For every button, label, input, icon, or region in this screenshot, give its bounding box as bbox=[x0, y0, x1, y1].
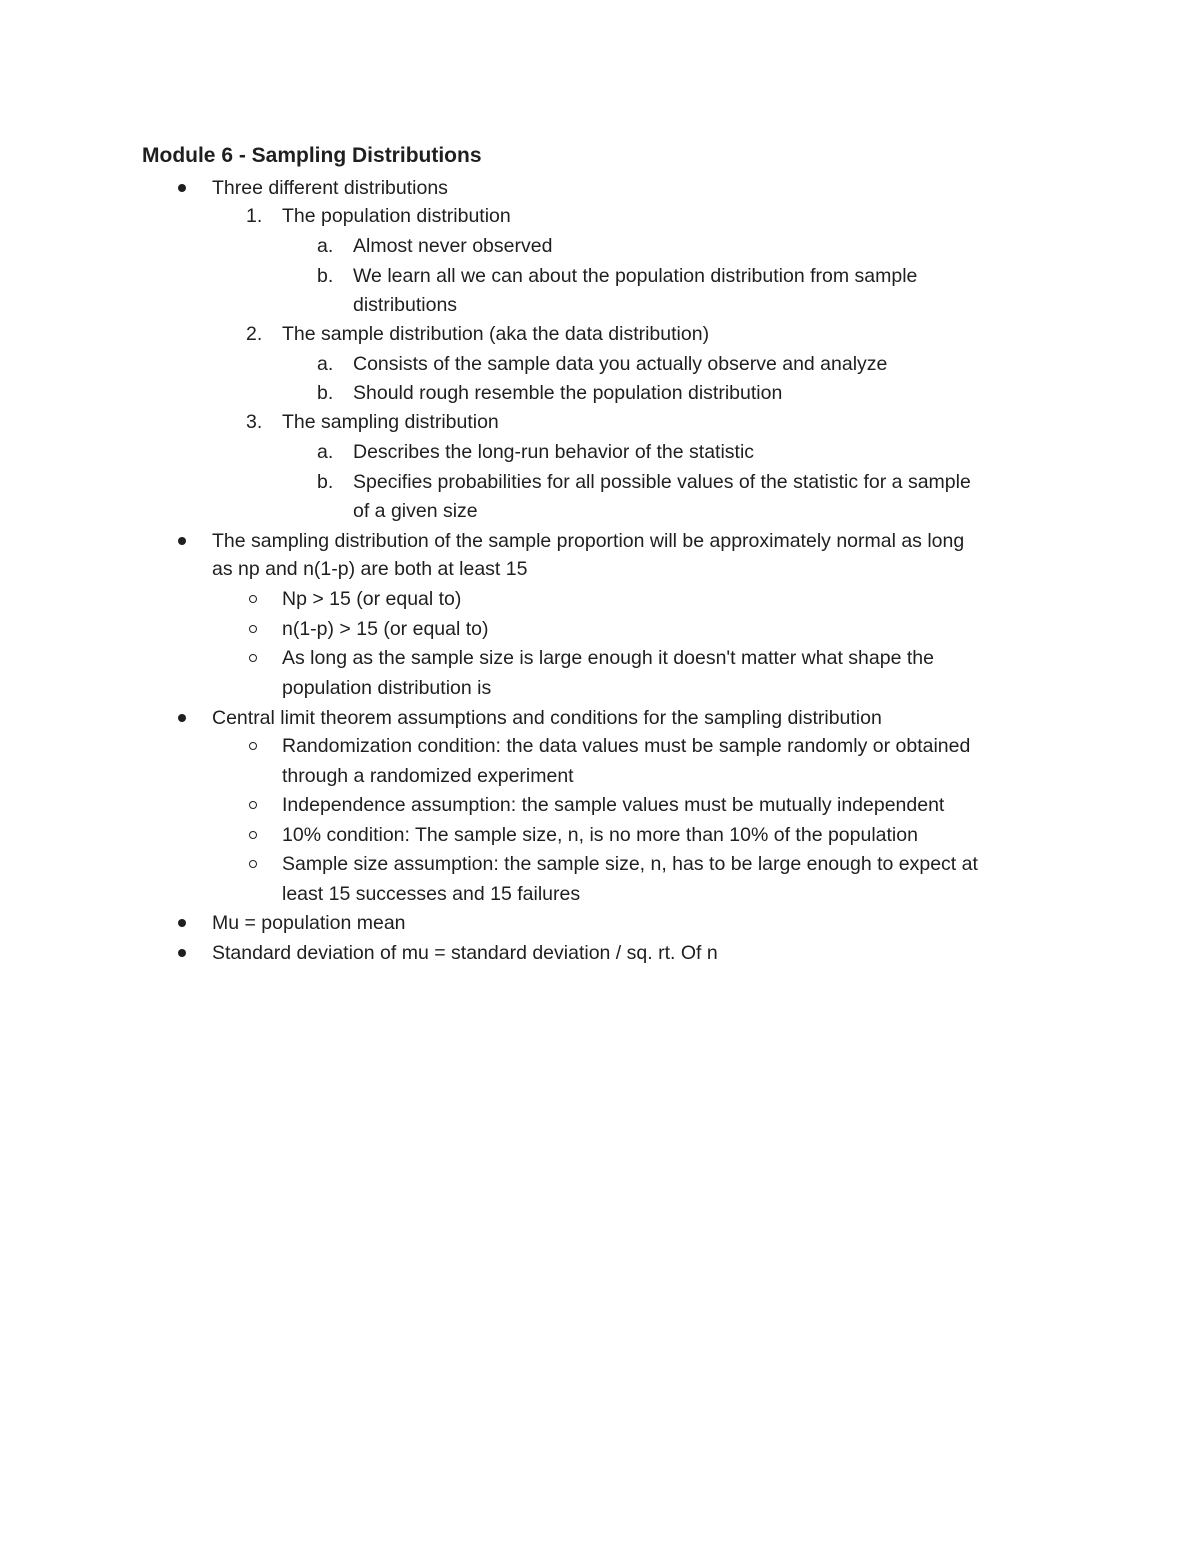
list-item-text: Independence assumption: the sample values must be mutually independent bbox=[282, 794, 945, 816]
list-item-text: The sample distribution (aka the data distribution) bbox=[282, 323, 710, 345]
bullet-disc-icon bbox=[178, 949, 186, 957]
bullet-disc-icon bbox=[178, 919, 186, 927]
bullet-circle-icon bbox=[249, 595, 257, 603]
bullet-circle-icon bbox=[249, 625, 257, 633]
list-item-text: We learn all we can about the population distribution from sample bbox=[353, 265, 918, 287]
list-letter: b. bbox=[317, 265, 334, 287]
bullet-circle-icon bbox=[249, 831, 257, 839]
list-number: 2. bbox=[246, 323, 263, 345]
list-item-text: The sampling distribution of the sample proportion will be approximately normal as long bbox=[212, 530, 965, 552]
list-item-text: Central limit theorem assumptions and conditions for the sampling distribution bbox=[212, 707, 882, 729]
bullet-disc-icon bbox=[178, 714, 186, 722]
list-letter: a. bbox=[317, 441, 334, 463]
list-item-continuation: of a given size bbox=[353, 500, 478, 522]
list-item-continuation: distributions bbox=[353, 294, 458, 316]
list-number: 3. bbox=[246, 411, 263, 433]
list-letter: a. bbox=[317, 235, 334, 257]
bullet-circle-icon bbox=[249, 801, 257, 809]
list-item-text: The population distribution bbox=[282, 205, 511, 227]
list-item-text: Three different distributions bbox=[212, 177, 448, 199]
list-item-text: n(1-p) > 15 (or equal to) bbox=[282, 618, 489, 640]
list-item-text: As long as the sample size is large enough it doesn't matter what shape the bbox=[282, 647, 934, 669]
page-title: Module 6 - Sampling Distributions bbox=[142, 144, 482, 167]
list-item-continuation: least 15 successes and 15 failures bbox=[282, 883, 581, 905]
list-item-text: Mu = population mean bbox=[212, 912, 406, 934]
list-letter: b. bbox=[317, 471, 334, 493]
bullet-circle-icon bbox=[249, 742, 257, 750]
list-item-text: The sampling distribution bbox=[282, 411, 499, 433]
list-item-text: Almost never observed bbox=[353, 235, 553, 257]
bullet-disc-icon bbox=[178, 184, 186, 192]
list-item-continuation: as np and n(1-p) are both at least 15 bbox=[212, 558, 528, 580]
list-item-text: Consists of the sample data you actually observe and analyze bbox=[353, 353, 888, 375]
bullet-circle-icon bbox=[249, 654, 257, 662]
list-item-text: Describes the long-run behavior of the statistic bbox=[353, 441, 755, 463]
list-item-text: Should rough resemble the population distribution bbox=[353, 382, 783, 404]
list-item-text: Np > 15 (or equal to) bbox=[282, 588, 462, 610]
bullet-disc-icon bbox=[178, 537, 186, 545]
list-item-text: Randomization condition: the data values must be sample randomly or obtained bbox=[282, 735, 971, 757]
list-item-text: Standard deviation of mu = standard deviation / sq. rt. Of n bbox=[212, 942, 718, 964]
list-letter: a. bbox=[317, 353, 334, 375]
list-number: 1. bbox=[246, 205, 263, 227]
list-item-text: Specifies probabilities for all possible values of the statistic for a sample bbox=[353, 471, 971, 493]
list-letter: b. bbox=[317, 382, 334, 404]
bullet-circle-icon bbox=[249, 860, 257, 868]
list-item-continuation: population distribution is bbox=[282, 677, 492, 699]
list-item-text: Sample size assumption: the sample size, n, has to be large enough to expect at bbox=[282, 853, 978, 875]
list-item-continuation: through a randomized experiment bbox=[282, 765, 574, 787]
list-item-text: 10% condition: The sample size, n, is no more than 10% of the population bbox=[282, 824, 918, 846]
